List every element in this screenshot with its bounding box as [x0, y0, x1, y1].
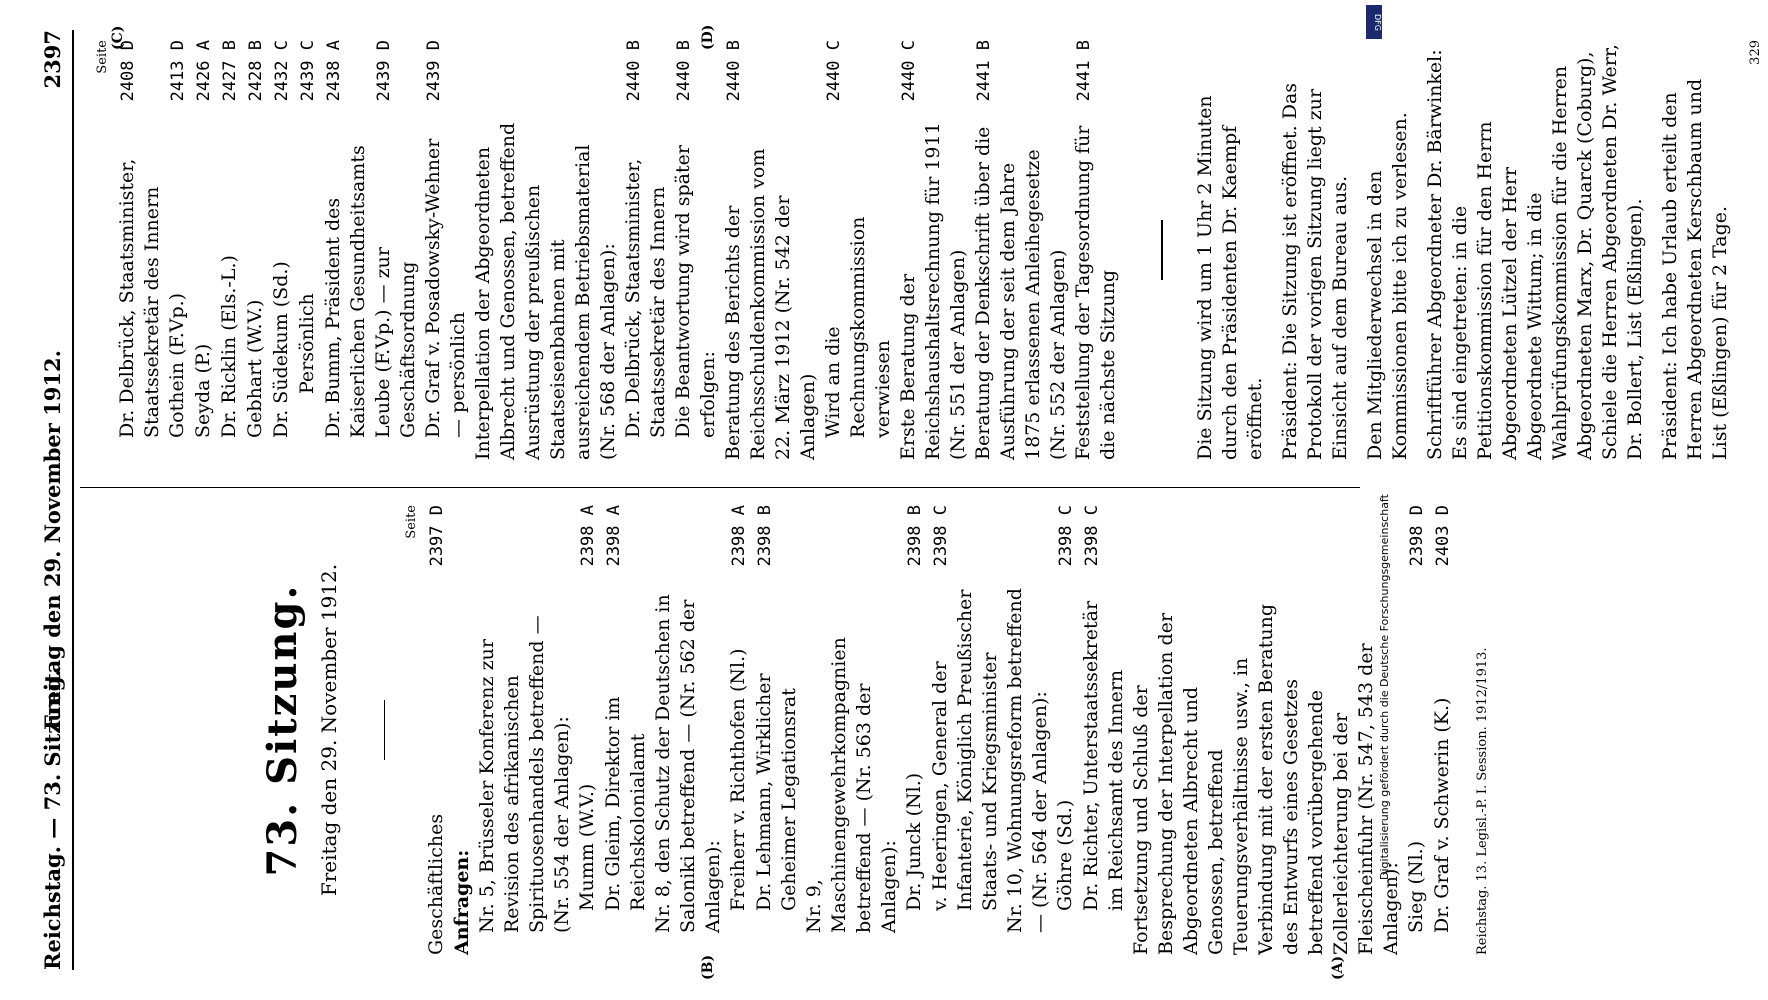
left-entry-text: v. Heeringen, General der Infanterie, Königlich Preußischer Staats- und Kriegsminister	[929, 589, 1001, 911]
left-entry-page: 2398 A	[604, 505, 624, 567]
right-entry	[243, 40, 269, 460]
right-paragraphs	[1193, 40, 1733, 460]
right-entry-page: 2439 D	[374, 40, 394, 102]
left-entry	[575, 505, 601, 955]
page-header	[32, 30, 74, 970]
left-entry-page: 2398 C	[1056, 505, 1076, 567]
margin-marker-c: (C)	[110, 25, 126, 50]
sidebar-credit-text: Digitalisierung gefördert durch die Deutsche Forschungsgemeinschaft	[1378, 494, 1391, 880]
right-entry	[471, 40, 621, 460]
header-page-number: 2397	[40, 30, 65, 89]
right-entry	[191, 40, 217, 460]
right-entry-text: Dr. Ricklin (Els.-L.)	[218, 255, 240, 438]
right-entry-text: Interpellation der Abgeordneten Albrecht und Genossen, betreffend Ausrüstung der preußischen Staatseisenbahnen mit ausreichendem Betriebsmaterial (Nr. 568 der Anlagen):	[472, 122, 619, 460]
right-entry-page: 2440 B	[674, 40, 694, 102]
left-entry	[1430, 505, 1456, 955]
right-entry-page: 2427 B	[220, 40, 240, 102]
left-entry-page: 2398 B	[755, 505, 775, 567]
right-entry-text: Dr. Delbrück, Staatsminister, Staatssekretär des Innern	[116, 158, 163, 438]
right-entry-text: Erste Beratung der Reichshaushaltsrechnung für 1911 (Nr. 551 der Anlagen)	[897, 122, 969, 460]
left-entry-text: Sieg (Nl.)	[1405, 840, 1427, 933]
left-entry-text: Nr. 5, Brüsseler Konferenz zur Revision des afrikanischen Spirituosenhandels betreffend — (Nr. 554 der Anlagen):	[476, 615, 573, 933]
left-entry	[1079, 505, 1129, 955]
left-entry-text: Fortsetzung und Schluß der Besprechung der Interpellation der Abgeordneten Albrecht und Genossen, betreffend Teuerungsverhältnisse usw., in Verbindung mit der ersten Beratung des Entwurfs eines Gesetzes betreffend vorübergehende Zollerleichterung bei der Fleischeinfuhr (Nr. 547, 543 der Anlagen):	[1130, 603, 1402, 955]
margin-marker-a: (A)	[1330, 955, 1346, 980]
right-entry	[621, 40, 671, 460]
right-entry	[671, 40, 721, 460]
right-entry-page: 2440 B	[624, 40, 644, 102]
right-entry-page: 2426 A	[194, 40, 214, 102]
right-entry-text: Leube (F.Vp.) — zur Geschäftsordnung	[372, 247, 419, 438]
right-entry-text: Dr. Graf v. Posadowsky-Wehner — persönlich	[422, 138, 469, 438]
right-entry-text: Feststellung der Tagesordnung für die nächste Sitzung	[1072, 125, 1119, 460]
session-date: Freitag den 29. November 1912.	[317, 563, 341, 897]
right-entry-page: 2413 D	[168, 40, 188, 102]
right-entry-text: Wird an die Rechnungskommission verwiesen	[822, 216, 894, 438]
right-entry	[217, 40, 243, 460]
right-entry-text: Dr. Südekum (Sd.)	[270, 261, 292, 438]
right-entry-page: 2432 C	[272, 40, 292, 102]
right-entry-page: 2408 D	[118, 40, 138, 102]
right-entry-page: 2440 C	[824, 40, 844, 102]
right-entry	[421, 40, 471, 460]
left-entry-page: 2398 A	[578, 505, 598, 567]
left-entry	[475, 505, 575, 955]
right-entry-text: Seyda (P.)	[192, 343, 214, 438]
left-entry	[1003, 505, 1053, 955]
right-entry	[371, 40, 421, 460]
left-entry	[1053, 505, 1079, 955]
right-seite-label: Seite	[95, 40, 110, 74]
left-entry	[802, 505, 902, 955]
left-entry-text: Dr. Gleim, Direktor im Reichskolonialamt	[602, 696, 649, 911]
left-entry-text: Dr. Richter, Unterstaatssekretär im Reichsamt des Innern	[1080, 600, 1127, 911]
right-column	[90, 40, 1768, 460]
right-entry	[971, 40, 1071, 460]
left-entry-page: 2403 D	[1433, 505, 1453, 567]
left-entry	[752, 505, 802, 955]
right-entries	[115, 40, 1121, 460]
left-entry-text: Mumm (W.V.)	[576, 783, 598, 911]
right-entry-text: Die Beantwortung wird später erfolgen:	[672, 145, 719, 438]
left-entry	[726, 505, 752, 955]
header-left: Reichstag. — 73. Sitzung.	[40, 669, 65, 970]
session-paragraph: Die Sitzung wird um 1 Uhr 2 Minuten durch den Präsidenten Dr. Kaempf eröffnet.	[1194, 95, 1266, 460]
left-entry-page: 2397 D	[427, 505, 447, 567]
left-entry	[450, 505, 475, 955]
left-entry-text: Nr. 8, den Schutz der Deutschen in Saloniki betreffend — (Nr. 562 der Anlagen):	[652, 594, 724, 933]
dfg-logo: DFG	[1366, 5, 1382, 39]
left-entry-page: 2398 A	[729, 505, 749, 567]
separator-rule	[1161, 220, 1163, 280]
left-footer: Reichstag. 13. Legisl.-P. I. Session. 1912/1913.	[1475, 647, 1490, 955]
signature-number: 329	[1748, 40, 1763, 65]
right-entry-text: Persönlich	[296, 293, 318, 394]
margin-marker-d: (D)	[700, 24, 716, 50]
right-entry	[821, 40, 896, 460]
right-entry-page: 2438 A	[324, 40, 344, 102]
left-entry-text: Dr. Junck (Nl.)	[903, 772, 925, 911]
left-entry-text: Freiherr v. Richthofen (Nl.)	[727, 648, 749, 911]
right-entry	[721, 40, 821, 460]
left-entry	[424, 505, 450, 955]
right-entry-page: 2440 C	[899, 40, 919, 102]
right-entry	[1071, 40, 1121, 460]
right-entry-text: Gothein (F.Vp.)	[166, 292, 188, 438]
right-entry-page: 2440 B	[724, 40, 744, 102]
right-entry-page: 2441 B	[974, 40, 994, 102]
left-entry	[902, 505, 928, 955]
left-entry-page: 2398 C	[931, 505, 951, 567]
left-entry-text: Göhre (Sd.)	[1054, 799, 1076, 911]
right-entry	[295, 40, 321, 460]
column-divider	[80, 487, 1360, 488]
left-entry-text: Anfragen:	[451, 849, 473, 955]
left-entry-text: Nr. 9, Maschinengewehrkompagnien betreffend — (Nr. 563 der Anlagen):	[803, 637, 900, 933]
session-paragraph: Präsident: Ich habe Urlaub erteilt den Herren Abgeordneten Kerschbaum und List (Eßlingen) für 2 Tage.	[1659, 78, 1731, 460]
margin-marker-b: (B)	[700, 954, 716, 980]
session-paragraph: Präsident: Die Sitzung ist eröffnet. Das Protokoll der vorigen Sitzung liegt zur Einsicht auf dem Bureau aus.	[1279, 82, 1351, 460]
left-entry-page: 2398 D	[1407, 505, 1427, 567]
session-paragraph: Den Mitgliederwechsel in den Kommissionen bitte ich zu verlesen.	[1364, 112, 1411, 460]
left-entry	[651, 505, 726, 955]
session-title: 73. Sitzung.	[259, 583, 306, 877]
left-entry-text: Geschäftliches	[425, 813, 447, 955]
right-entry-text: Dr. Bumm, Präsident des Kaiserlichen Gesundheitsamts	[322, 145, 369, 438]
sidebar-credit	[1362, 160, 1391, 880]
right-entry	[896, 40, 971, 460]
right-entry	[321, 40, 371, 460]
session-paragraph: Schriftführer Abgeordneter Dr. Bärwinkel: Es sind eingetreten: in die Petitionskommission für den Herrn Abgeordneten Lützel der Herr Abgeordnete Wittum; in die Wahlprüfungskommission für die Herren Abgeordneten Marx, Dr. Quarck (Coburg), Schiele die Herren Abgeordneten Dr. Werr, Dr. Bollert, List (Eßlingen).	[1424, 44, 1646, 460]
left-entry	[601, 505, 651, 955]
short-rule	[384, 700, 385, 760]
right-entry-text: Beratung des Berichts der Reichsschuldenkommission vom 22. März 1912 (Nr. 542 der Anlagen)	[722, 148, 819, 460]
left-entry-text: Dr. Graf v. Schwerin (K.)	[1431, 697, 1453, 933]
left-entry-page: 2398 C	[1082, 505, 1102, 567]
left-entry-text: Dr. Lehmann, Wirklicher Geheimer Legationsrat	[753, 673, 800, 911]
right-entry	[115, 40, 165, 460]
left-entry	[1404, 505, 1430, 955]
left-column	[90, 505, 1495, 955]
header-center: Freitag den 29. November 1912.	[40, 350, 65, 730]
right-entry	[165, 40, 191, 460]
right-entry-text: Beratung der Denkschrift über die Ausführung der seit dem Jahre 1875 erlassenen Anleihegesetze (Nr. 552 der Anlagen)	[972, 126, 1069, 460]
left-entry	[928, 505, 1003, 955]
right-entry-page: 2441 B	[1074, 40, 1094, 102]
left-entries	[424, 505, 1456, 955]
right-entry-page: 2439 C	[298, 40, 318, 102]
right-entry-text: Dr. Delbrück, Staatsminister, Staatssekretär des Innern	[622, 158, 669, 438]
right-entry-page: 2428 B	[246, 40, 266, 102]
left-entry-page: 2398 B	[905, 505, 925, 567]
right-entry	[269, 40, 295, 460]
right-entry-page: 2439 D	[424, 40, 444, 102]
seite-label: Seite	[404, 505, 419, 539]
left-entry-text: Nr. 10, Wohnungsreform betreffend — (Nr. 564 der Anlagen):	[1004, 588, 1051, 933]
right-entry-text: Gebhart (W.V.)	[244, 299, 266, 438]
